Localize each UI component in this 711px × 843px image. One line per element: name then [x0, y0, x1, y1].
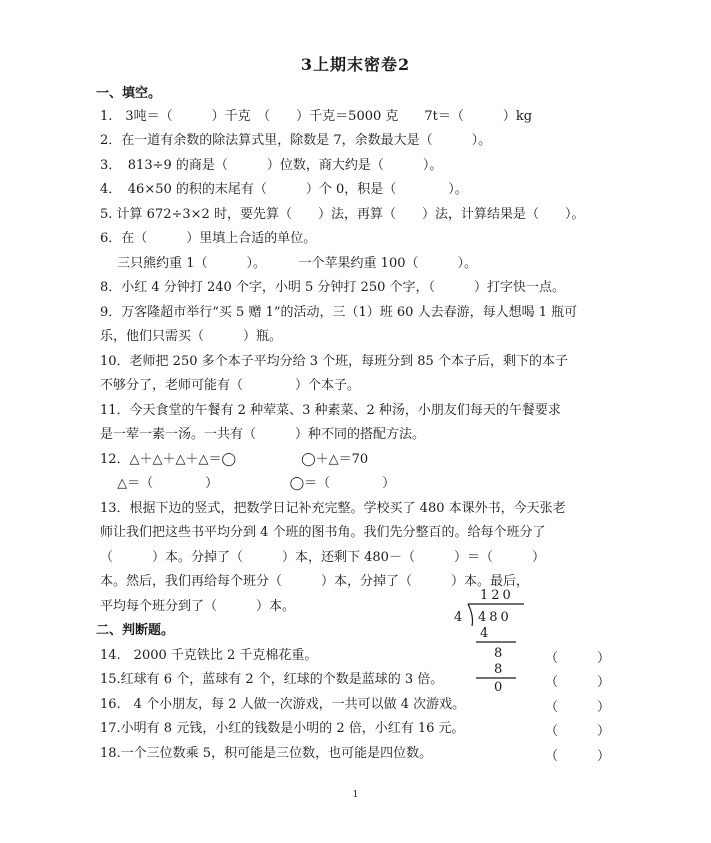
subtraction-step-1: 4	[480, 626, 489, 641]
question-14: 14. 2000 千克铁比 2 千克棉花重。	[100, 648, 318, 663]
page-number: 1	[352, 790, 359, 800]
answer-paren-16: （ ）	[545, 700, 611, 715]
question-5: 5. 计算 672÷3×2 时，要先算（ ）法，再算（ ）法，计算结果是（ ）。	[100, 207, 585, 222]
question-9-line2: 乐，他们只需买（ ）瓶。	[100, 329, 283, 344]
question-11-line1: 11．今天食堂的午餐有 2 种荤菜、3 种素菜、2 种汤，小朋友们每天的午餐要求	[100, 403, 561, 418]
question-17: 17.小明有 8 元钱，小红的钱数是小明的 2 倍，小红有 16 元。	[100, 721, 465, 736]
long-division	[438, 588, 548, 708]
section-heading-judge: 二、判断题。	[96, 623, 175, 638]
question-18: 18.一个三位数乘 5，积可能是三位数，也可能是四位数。	[100, 746, 433, 761]
question-12-line1: 12．△＋△＋△＋△＝◯ ◯＋△＝70	[100, 452, 369, 467]
answer-paren-15: （ ）	[545, 675, 611, 690]
question-2: 2．在一道有余数的除法算式里，除数是 7，余数最大是（ ）。	[100, 133, 492, 148]
question-13-line5: 平均每个班分到了（ ）本。	[100, 599, 296, 614]
question-15: 15.红球有 6 个，蓝球有 2 个，红球的个数是蓝球的 3 倍。	[100, 672, 444, 687]
question-8: 8．小红 4 分钟打 240 个字，小明 5 分钟打 250 个字，（ ）打字快一点。	[100, 280, 565, 295]
question-1: 1. 3吨＝（ ）千克 （ ）千克＝5000 克 7t＝（ ）kg	[100, 109, 533, 124]
question-6-detail: 三只熊约重 1（ ）。 一个苹果约重 100（ ）。	[100, 256, 477, 271]
question-13-line2: 师让我们把这些书平均分到 4 个班的图书角。我们先分整百的。给每个班分了	[100, 525, 546, 540]
divisor: 4	[454, 610, 463, 625]
answer-paren-17: （ ）	[545, 724, 611, 739]
question-10-line1: 10．老师把 250 多个本子平均分给 3 个班，每班分到 85 个本子后，剩下的本子	[100, 354, 568, 369]
question-3: 3． 813÷9 的商是（ ）位数，商大约是（ ）。	[100, 158, 443, 173]
question-10-line2: 不够分了，老师可能有（ ）个本子。	[100, 378, 361, 393]
question-13-line1: 13．根据下边的竖式，把数学日记补充完整。学校买了 480 本课外书，今天张老	[100, 501, 566, 516]
question-9-line1: 9．万客隆超市举行“买 5 赠 1”的活动，三（1）班 60 人去春游，每人想喝 1 瓶可	[100, 305, 578, 320]
subtraction-step-2: 8	[494, 646, 503, 661]
dividend: 480	[478, 610, 512, 625]
question-16: 16. 4 个小朋友，每 2 人做一次游戏，一共可以做 4 次游戏。	[100, 697, 466, 712]
answer-paren-18: （ ）	[545, 749, 611, 764]
question-6: 6．在（ ）里填上合适的单位。	[100, 231, 317, 246]
subtraction-step-3: 8	[494, 662, 503, 677]
question-12-line2: △＝（ ） ◯＝（ ）	[100, 476, 396, 491]
long-division-lines	[438, 588, 548, 708]
question-11-line2: 是一荤一素一汤。一共有（ ）种不同的搭配方法。	[100, 427, 426, 442]
page-title: 3上期末密卷2	[300, 55, 411, 74]
answer-paren-14: （ ）	[545, 651, 611, 666]
quotient: 120	[480, 588, 514, 603]
question-13-line3: （ ）本。分掉了（ ）本，还剩下 480－（ ）＝（ ）	[100, 550, 545, 565]
remainder: 0	[494, 680, 503, 695]
question-4: 4． 46×50 的积的末尾有（ ）个 0，积是（ ）。	[100, 182, 468, 197]
question-13-line4: 本。然后，我们再给每个班分（ ）本，分掉了（ ）本。最后，	[100, 574, 530, 589]
section-heading-fill: 一、填空。	[96, 86, 162, 101]
